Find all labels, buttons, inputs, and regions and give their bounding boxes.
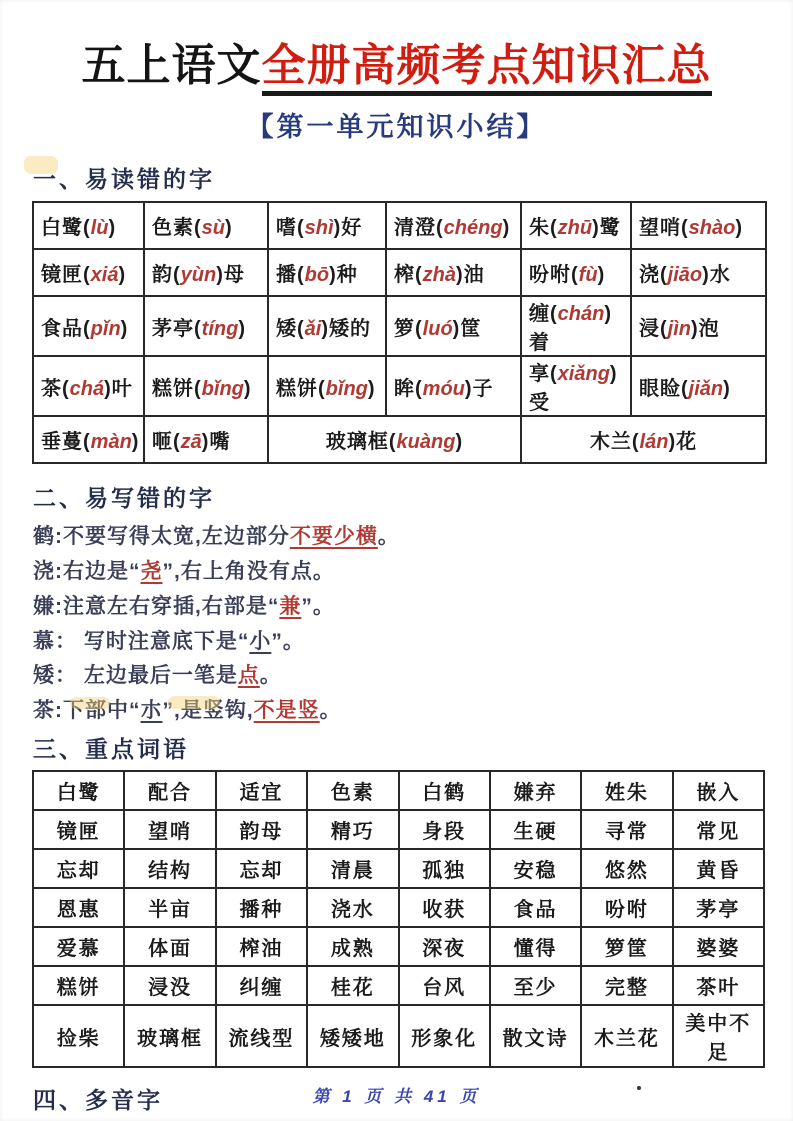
note-segment: 嫌:注意左右穿插,右部是“ [33, 594, 280, 618]
hanzi-text: )水 [702, 264, 731, 287]
note-segment: 浇:右边是“ [33, 559, 141, 583]
hanzi-text: )鹭 [592, 217, 621, 240]
hanzi-text: 享( [529, 363, 558, 386]
pinyin-text: shào [688, 217, 736, 240]
page-title [0, 0, 793, 93]
hanzi-text: ) [131, 431, 140, 454]
word-cell: 台风 [399, 966, 490, 1005]
word-cell: 形象化 [399, 1005, 490, 1067]
word-cell: 爱慕 [33, 927, 124, 966]
note-segment: 不要少横 [289, 524, 378, 548]
title-prefix: 五上语文 [81, 41, 262, 90]
pinyin-text: yùn [180, 264, 217, 287]
word-cell: 美中不足 [673, 1005, 764, 1067]
note-segment: ”,右上角没有点。 [162, 559, 335, 583]
footer-text: 第 1 页 共 41 页 [312, 1087, 481, 1106]
hanzi-text: )花 [668, 431, 698, 454]
title-highlight: 全册高频考点知识汇总 [262, 41, 712, 96]
hanzi-text: 浸( [639, 317, 668, 340]
pinyin-text: jiǎn [688, 377, 724, 400]
hanzi-text: 清澄( [394, 217, 444, 240]
word-cell: 生硬 [490, 810, 581, 849]
word-cell: 色素 [307, 771, 398, 810]
note-line [33, 594, 793, 621]
pinyin-cell [33, 416, 144, 463]
pinyin-cell [33, 356, 144, 416]
pinyin-text: lù [90, 217, 109, 240]
hanzi-text: 木兰( [589, 431, 640, 454]
section-heading-misread: 一、易读错的字 [33, 166, 215, 193]
word-cell: 身段 [399, 810, 490, 849]
hanzi-text: )子 [464, 377, 494, 400]
word-cell: 至少 [490, 966, 581, 1005]
word-cell: 寻常 [581, 810, 672, 849]
hanzi-text: )着 [529, 303, 613, 355]
note-segment: 。 [377, 524, 400, 548]
word-cell: 白鹭 [33, 771, 124, 810]
word-cell: 矮矮地 [307, 1005, 398, 1067]
pinyin-cell [268, 249, 386, 296]
note-line [33, 559, 793, 586]
pinyin-text: fù [578, 264, 598, 287]
pinyin-table-row [33, 249, 766, 296]
pinyin-cell [144, 416, 268, 463]
hanzi-text: )油 [456, 264, 485, 287]
word-cell: 精巧 [307, 810, 398, 849]
miswrite-notes [33, 524, 793, 725]
pinyin-text: zhà [422, 264, 457, 287]
hanzi-text: 播( [276, 264, 305, 287]
highlight-smudge [168, 696, 220, 709]
note-segment: 尧 [140, 559, 163, 583]
hanzi-text: 矮( [276, 317, 305, 340]
word-cell: 半亩 [124, 888, 215, 927]
pinyin-cell [631, 249, 766, 296]
note-segment: 慕： 写时注意底下是“ [33, 629, 250, 653]
word-table-row [33, 1005, 764, 1067]
hanzi-text: )好 [333, 217, 363, 240]
pinyin-text: luó [422, 317, 453, 340]
word-cell: 配合 [124, 771, 215, 810]
pinyin-cell [268, 202, 386, 249]
word-cell: 忘却 [216, 849, 307, 888]
pinyin-cell [521, 296, 631, 356]
hanzi-text: ) [120, 317, 129, 340]
pinyin-table-row [33, 416, 766, 463]
note-line [33, 629, 793, 656]
pinyin-text: móu [422, 377, 465, 400]
word-cell: 收获 [399, 888, 490, 927]
word-cell: 纠缠 [216, 966, 307, 1005]
word-cell: 吩咐 [581, 888, 672, 927]
hanzi-text: 茅亭( [152, 317, 202, 340]
word-cell: 白鹤 [399, 771, 490, 810]
hanzi-text: 浇( [639, 264, 668, 287]
word-cell: 孤独 [399, 849, 490, 888]
hanzi-text: ) [502, 217, 511, 240]
note-line [33, 663, 793, 690]
word-cell: 桂花 [307, 966, 398, 1005]
page-subtitle: 【第一单元知识小结】 [246, 111, 547, 142]
hanzi-text: 咂( [152, 431, 181, 454]
pinyin-table-row [33, 296, 766, 356]
hanzi-text: 嗜( [276, 217, 305, 240]
word-table-row [33, 810, 764, 849]
word-cell: 恩惠 [33, 888, 124, 927]
word-cell: 浇水 [307, 888, 398, 927]
pinyin-cell [268, 296, 386, 356]
pinyin-text: màn [90, 431, 132, 454]
word-cell: 糕饼 [33, 966, 124, 1005]
pinyin-cell [386, 202, 521, 249]
note-segment: 不是竖 [253, 699, 320, 723]
word-cell: 适宜 [216, 771, 307, 810]
note-segment: 兼 [279, 594, 302, 618]
hanzi-text: )种 [329, 264, 358, 287]
hanzi-text: 玻璃框( [325, 431, 397, 454]
word-cell: 韵母 [216, 810, 307, 849]
pinyin-text: kuàng [396, 431, 456, 454]
hanzi-text: 箩( [394, 317, 423, 340]
hanzi-text: 眸( [394, 377, 423, 400]
note-segment: 茶:下部中“ [33, 699, 141, 723]
note-segment: 。 [259, 664, 282, 688]
hanzi-text: 食品( [41, 317, 91, 340]
hanzi-text: 榨( [394, 264, 423, 287]
hanzi-text: )受 [529, 363, 618, 415]
section-heading-polyphonic: 四、多音字 [33, 1087, 163, 1114]
hanzi-text: )泡 [691, 317, 720, 340]
pinyin-text: zhū [557, 217, 593, 240]
word-table [32, 770, 765, 1068]
hanzi-text: ) [243, 377, 252, 400]
hanzi-text: 吩咐( [529, 264, 579, 287]
note-segment: 矮： 左边最后一笔是 [33, 664, 238, 688]
pinyin-text: lán [639, 431, 669, 454]
pinyin-text: bǐng [325, 377, 368, 400]
pinyin-cell [144, 202, 268, 249]
word-cell: 茅亭 [673, 888, 764, 927]
pinyin-text: tíng [201, 317, 239, 340]
pinyin-table [32, 201, 767, 464]
hanzi-text: 缠( [529, 303, 558, 326]
hanzi-text: 糕饼( [152, 377, 202, 400]
word-table-row [33, 927, 764, 966]
word-cell: 嵌入 [673, 771, 764, 810]
pinyin-text: sù [201, 217, 226, 240]
pinyin-cell [386, 296, 521, 356]
hanzi-text: )叶 [104, 377, 133, 400]
word-cell: 食品 [490, 888, 581, 927]
hanzi-text: 白鹭( [41, 217, 91, 240]
pinyin-text: bǐng [201, 377, 244, 400]
word-cell: 成熟 [307, 927, 398, 966]
section-heading-keywords: 三、重点词语 [33, 736, 189, 763]
pinyin-cell [144, 249, 268, 296]
hanzi-text: )母 [216, 264, 245, 287]
pinyin-text: chán [557, 303, 605, 326]
word-cell: 散文诗 [490, 1005, 581, 1067]
note-line [33, 524, 793, 551]
pinyin-text: jiāo [667, 264, 703, 287]
pinyin-cell [33, 202, 144, 249]
word-cell: 结构 [124, 849, 215, 888]
word-cell: 安稳 [490, 849, 581, 888]
hanzi-text: 朱( [529, 217, 558, 240]
hanzi-text: ) [118, 264, 127, 287]
word-cell: 悠然 [581, 849, 672, 888]
note-segment: ”,是竖钩, [162, 699, 254, 723]
word-cell: 镜匣 [33, 810, 124, 849]
word-cell: 姓朱 [581, 771, 672, 810]
word-cell: 木兰花 [581, 1005, 672, 1067]
pinyin-cell [521, 202, 631, 249]
pinyin-text: ǎi [304, 317, 322, 340]
word-cell: 黄昏 [673, 849, 764, 888]
word-cell: 望哨 [124, 810, 215, 849]
word-cell: 玻璃框 [124, 1005, 215, 1067]
highlight-smudge [70, 697, 110, 709]
word-cell: 清晨 [307, 849, 398, 888]
hanzi-text: 镜匣( [41, 264, 91, 287]
word-cell: 懂得 [490, 927, 581, 966]
word-cell: 播种 [216, 888, 307, 927]
word-cell: 榨油 [216, 927, 307, 966]
note-segment: ”。 [271, 629, 305, 653]
word-table-row [33, 849, 764, 888]
word-cell: 体面 [124, 927, 215, 966]
hanzi-text: ) [225, 217, 233, 240]
pinyin-cell [386, 249, 521, 296]
pinyin-text: bō [304, 264, 330, 287]
pinyin-cell [631, 356, 766, 416]
word-table-row [33, 771, 764, 810]
hanzi-text: )矮的 [321, 317, 372, 340]
note-line [33, 698, 793, 725]
section-heading-miswrite: 二、易写错的字 [33, 485, 215, 512]
note-segment: 鹤:不要写得太宽,左边部分 [33, 524, 290, 548]
word-cell: 完整 [581, 966, 672, 1005]
word-cell: 嫌弃 [490, 771, 581, 810]
hanzi-text: ) [723, 377, 731, 400]
note-segment: 。 [319, 699, 342, 723]
pinyin-cell [33, 249, 144, 296]
hanzi-text: 眼睑( [639, 377, 689, 400]
pinyin-cell [33, 296, 144, 356]
hanzi-text: ) [735, 217, 744, 240]
word-cell: 捡柴 [33, 1005, 124, 1067]
pinyin-cell [521, 249, 631, 296]
word-cell: 忘却 [33, 849, 124, 888]
pinyin-text: xiǎng [557, 363, 610, 386]
hanzi-text: )嘴 [201, 431, 231, 454]
note-segment: 小 [249, 629, 272, 653]
pinyin-cell [521, 356, 631, 416]
pinyin-cell [144, 296, 268, 356]
hanzi-text: 垂蔓( [41, 431, 91, 454]
pinyin-cell [631, 296, 766, 356]
hanzi-text: 韵( [152, 264, 181, 287]
word-table-row [33, 966, 764, 1005]
pinyin-cell [268, 356, 386, 416]
hanzi-text: ) [455, 431, 464, 454]
pinyin-table-row [33, 202, 766, 249]
note-segment: 朩 [140, 699, 163, 723]
pinyin-cell [631, 202, 766, 249]
pinyin-text: chá [69, 377, 105, 400]
pinyin-text: pǐn [90, 317, 121, 340]
pinyin-cell [268, 416, 521, 463]
hanzi-text: 糕饼( [276, 377, 326, 400]
pinyin-text: zā [180, 431, 202, 454]
pinyin-text: shì [304, 217, 334, 240]
word-cell: 常见 [673, 810, 764, 849]
word-table-row [33, 888, 764, 927]
hanzi-text: 色素( [152, 217, 202, 240]
word-cell: 箩筐 [581, 927, 672, 966]
word-cell: 流线型 [216, 1005, 307, 1067]
word-cell: 深夜 [399, 927, 490, 966]
pinyin-text: jìn [667, 317, 692, 340]
pinyin-cell [144, 356, 268, 416]
note-segment: ”。 [301, 594, 335, 618]
hanzi-text: ) [597, 264, 606, 287]
pinyin-text: chéng [443, 217, 503, 240]
pinyin-table-row [33, 356, 766, 416]
hanzi-text: ) [238, 317, 246, 340]
hanzi-text: 望哨( [639, 217, 689, 240]
hanzi-text: ) [367, 377, 376, 400]
hanzi-text: 茶( [41, 377, 70, 400]
word-cell: 浸没 [124, 966, 215, 1005]
pinyin-cell [386, 356, 521, 416]
hanzi-text: ) [108, 217, 117, 240]
word-cell: 茶叶 [673, 966, 764, 1005]
pinyin-text: xiá [90, 264, 119, 287]
note-segment: 点 [237, 664, 260, 688]
pinyin-cell [521, 416, 766, 463]
word-cell: 婆婆 [673, 927, 764, 966]
hanzi-text: )筐 [452, 317, 482, 340]
